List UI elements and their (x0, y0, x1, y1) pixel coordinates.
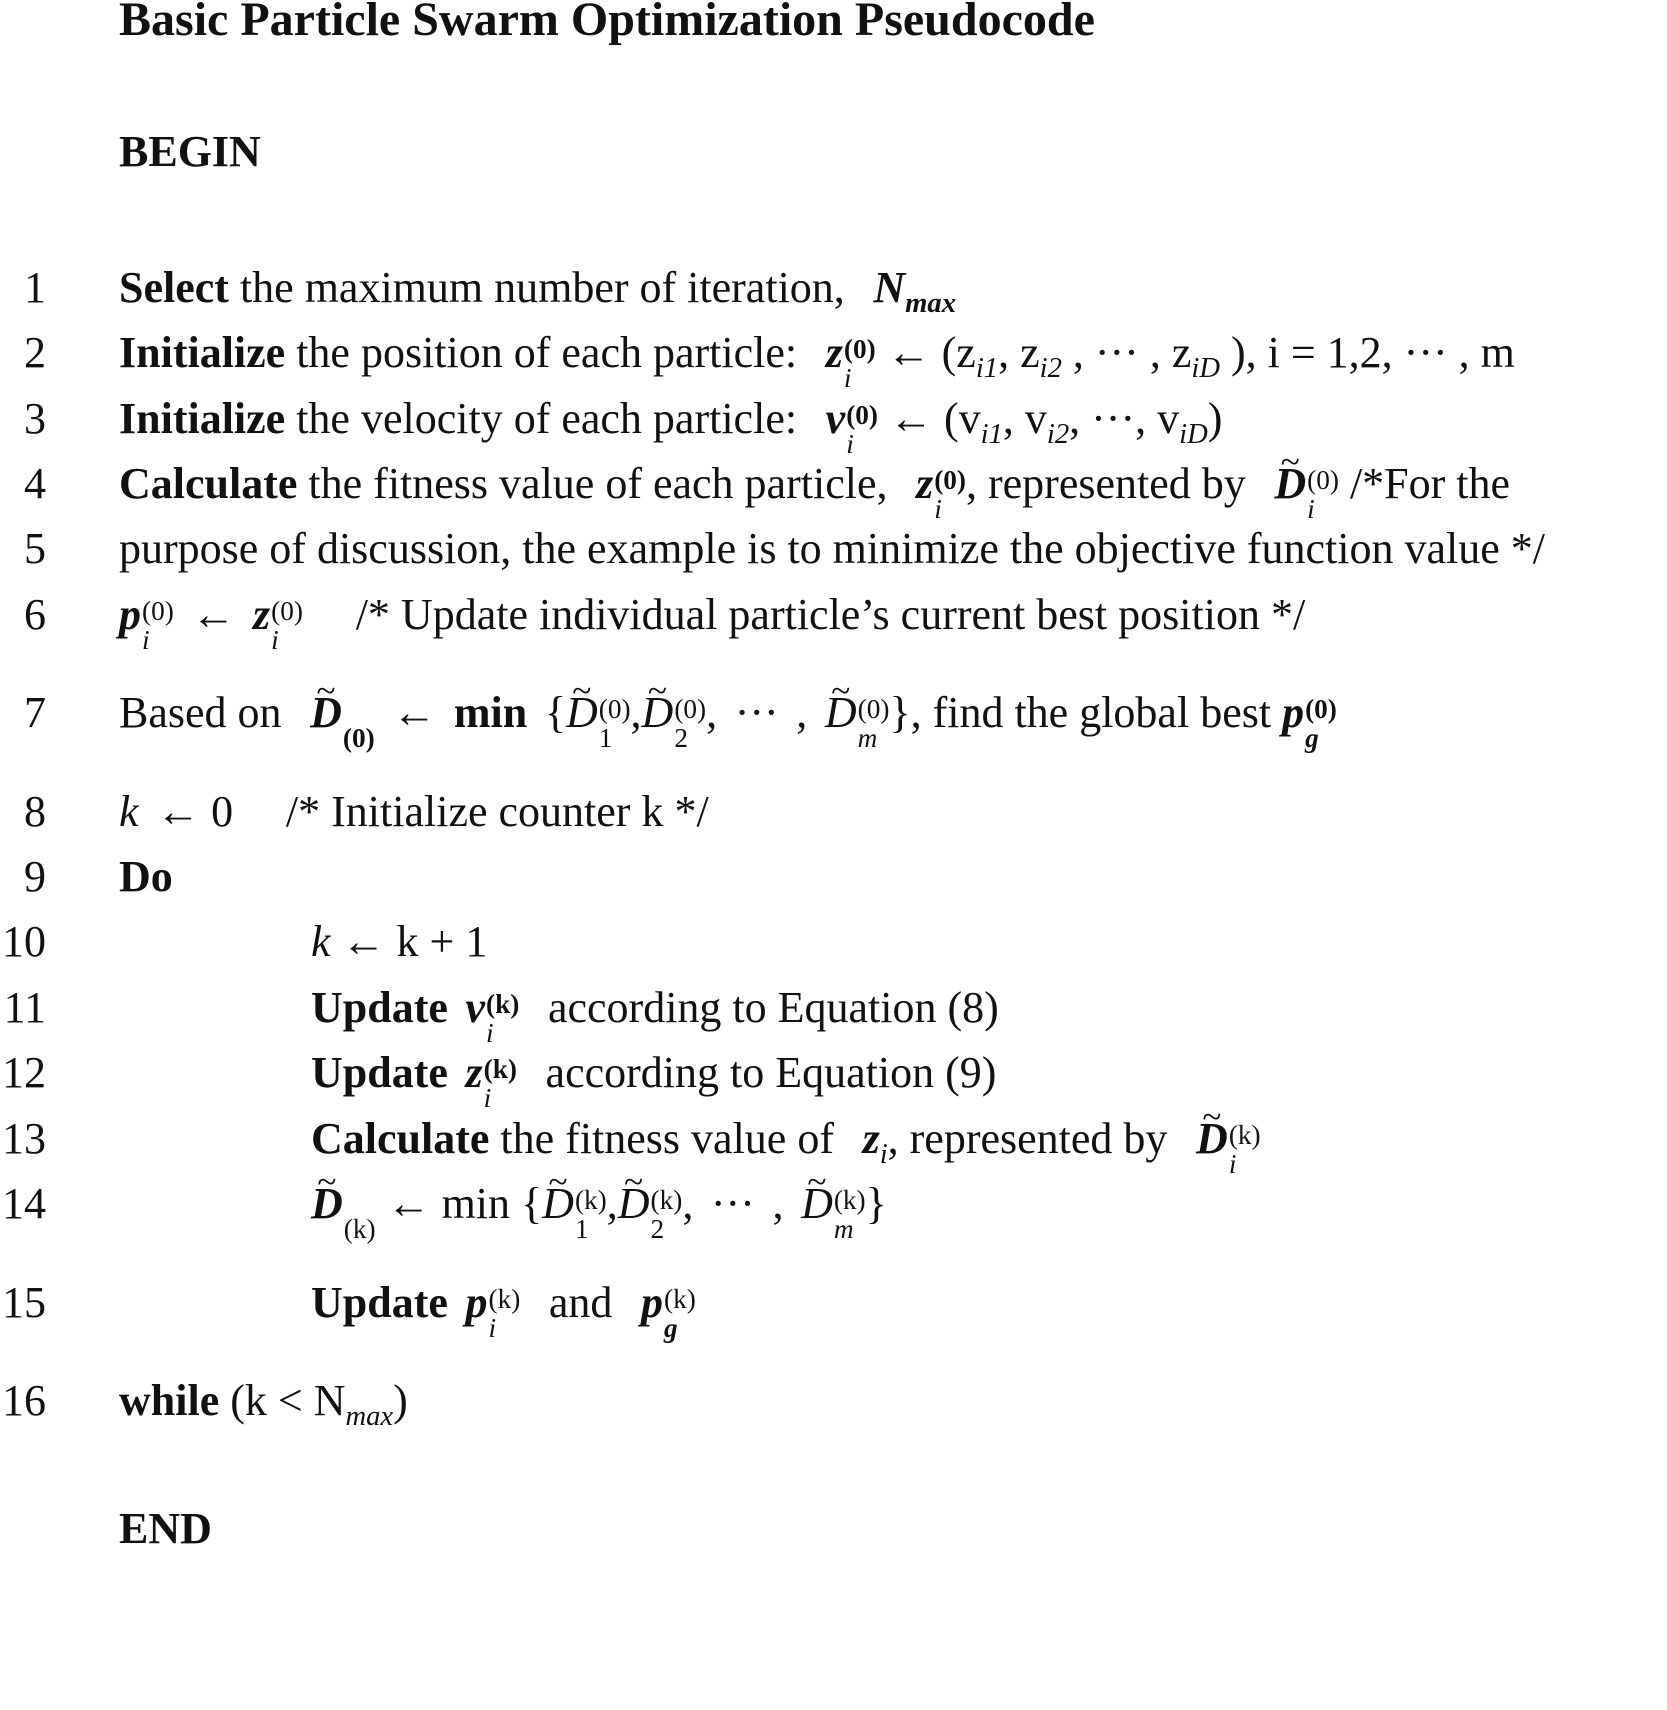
line-content (119, 262, 956, 320)
superscript: (k) (650, 1185, 683, 1216)
keyword: while (119, 1376, 220, 1425)
subscript: i1 (980, 419, 1003, 450)
superscript: (0) (843, 334, 876, 365)
superscript: (0) (846, 400, 878, 431)
code-line-12 (0, 1047, 1667, 1111)
superscript: (k) (486, 989, 520, 1020)
superscript: (0) (1307, 465, 1339, 496)
code-line-16 (0, 1375, 1667, 1439)
line-text: , represented by (966, 459, 1257, 508)
comma: , (706, 688, 718, 737)
code-line-2 (0, 327, 1667, 391)
line-text: according to Equation (8) (536, 983, 999, 1032)
symbol-z: z (252, 590, 271, 639)
brace: } (865, 1179, 887, 1228)
code-line-5 (0, 523, 1667, 587)
line-number: 7 (24, 688, 46, 737)
comment: /* Update individual particle’s current best position */ (355, 590, 1306, 639)
line-content (311, 1178, 887, 1243)
symbol-z: z (862, 1114, 880, 1163)
line-text: the velocity of each particle: (285, 394, 809, 443)
superscript: (0) (674, 694, 707, 725)
tuple-text: ) (1207, 394, 1223, 443)
line-text: , represented by (887, 1114, 1179, 1163)
symbol-z: z (465, 1048, 483, 1097)
subscript: iD (1191, 353, 1220, 384)
symbol-d-tilde: ~ D (310, 687, 342, 738)
line-number: 14 (2, 1179, 46, 1228)
line-number: 13 (2, 1114, 46, 1163)
comma: , (630, 688, 642, 737)
line-text: ← 0 (156, 787, 234, 836)
keyword: min (453, 688, 528, 737)
subscript: i (483, 1082, 492, 1113)
line-content (119, 393, 1222, 458)
subscript: i (879, 1139, 888, 1170)
symbol-d-tilde: ~ D (311, 1178, 343, 1229)
subscript: 2 (674, 722, 688, 753)
superscript: (k) (574, 1185, 607, 1216)
line-content (119, 851, 173, 902)
line-number: 9 (24, 852, 46, 901)
ellipsis: ··· (710, 1179, 755, 1228)
line-text: ← min { (375, 1179, 543, 1228)
superscript: (k) (343, 1213, 376, 1244)
superscript: (0) (142, 596, 174, 627)
symbol-k: k (119, 787, 139, 836)
subscript: i2 (1046, 419, 1070, 450)
line-content: while $(k < N_{max})$ (119, 1376, 408, 1432)
symbol-p: p (465, 1278, 488, 1327)
code-line-8 (0, 786, 1667, 850)
line-text: Based on (119, 688, 293, 737)
code-line-6 (0, 589, 1667, 653)
line-content (311, 1047, 996, 1112)
line-text: (k < N (219, 1376, 346, 1425)
superscript: (0) (271, 596, 303, 627)
brace: { (544, 688, 566, 737)
superscript: (k) (1228, 1120, 1261, 1151)
comma: , (796, 688, 808, 737)
assign-arrow: ← (191, 590, 236, 639)
keyword: Do (119, 852, 173, 901)
keyword: Update (311, 1278, 448, 1327)
keyword: Select (119, 263, 229, 312)
code-line-9 (0, 851, 1667, 915)
line-content (311, 1277, 696, 1342)
superscript: (0) (1305, 694, 1337, 725)
subscript-max: max (345, 1401, 394, 1432)
subscript: i1 (975, 353, 999, 384)
code-line-13 (0, 1113, 1667, 1177)
superscript: (0) (342, 722, 375, 753)
keyword: Update (311, 1048, 448, 1097)
symbol-v: v (465, 983, 486, 1032)
line-number: 12 (2, 1048, 46, 1097)
symbol-z: z (916, 459, 934, 508)
code-line-7 (0, 687, 1667, 751)
line-text: and (537, 1278, 624, 1327)
line-content (311, 1113, 1261, 1178)
line-text: ← k + 1 (330, 917, 488, 966)
symbol-n: N (873, 263, 906, 312)
line-content (119, 786, 709, 837)
line-text: the position of each particle: (285, 328, 809, 377)
code-line-15 (0, 1277, 1667, 1341)
subscript: m (833, 1213, 854, 1244)
comment: /* Initialize counter k */ (285, 787, 709, 836)
subscript: i (486, 1017, 494, 1048)
line-number: 1 (24, 263, 46, 312)
line-content (119, 327, 1515, 392)
superscript: (k) (664, 1284, 696, 1315)
line-text: the fitness value of each particle, (297, 459, 899, 508)
line-number: 2 (24, 328, 46, 377)
keyword: Initialize (119, 328, 286, 377)
subscript: i (488, 1312, 497, 1343)
keyword: Calculate (311, 1114, 490, 1163)
code-line-14 (0, 1178, 1667, 1242)
line-text: the maximum number of iteration, (228, 263, 856, 312)
subscript: i (1228, 1148, 1237, 1179)
subscript: 1 (574, 1213, 589, 1244)
symbol-d-tilde: ~ D (1274, 458, 1306, 509)
symbol-p: p (1282, 688, 1305, 737)
code-line-11 (0, 982, 1667, 1046)
tuple-text: ← (z (875, 328, 976, 377)
subscript: i (843, 362, 852, 393)
superscript: (0) (934, 465, 966, 496)
line-content (119, 687, 1337, 752)
line-content (119, 589, 1305, 654)
line-content (311, 982, 999, 1047)
superscript: (k) (833, 1185, 866, 1216)
tuple-text: , ··· , z (1061, 328, 1192, 377)
comma: , (772, 1179, 784, 1228)
keyword: Calculate (119, 459, 298, 508)
subscript: i (271, 624, 279, 655)
line-text: , find the global best (910, 688, 1283, 737)
superscript: (0) (598, 694, 631, 725)
comment: /*For the (1338, 459, 1511, 508)
symbol-d-tilde: ~ D (642, 687, 674, 738)
code-line-1 (0, 262, 1667, 326)
symbol-v: v (825, 394, 846, 443)
symbol-d-tilde: ~ D (825, 687, 857, 738)
superscript: (k) (488, 1284, 521, 1315)
line-content (119, 458, 1510, 523)
line-number: 10 (2, 917, 46, 966)
subscript-max: max (905, 288, 957, 319)
line-number: 11 (3, 983, 46, 1032)
tuple-text: , v (1002, 394, 1047, 443)
tuple-text: ← (v (878, 394, 981, 443)
code-line-3 (0, 393, 1667, 457)
brace: } (889, 688, 911, 737)
keyword: Initialize (119, 394, 286, 443)
subscript: i2 (1039, 353, 1062, 384)
subscript: i (934, 493, 942, 524)
line-number: 6 (24, 590, 46, 639)
symbol-d-tilde: ~ D (542, 1178, 574, 1229)
symbol-d-tilde: ~ D (1196, 1113, 1228, 1164)
ellipsis: ··· (734, 688, 779, 737)
symbol-p: p (641, 1278, 664, 1327)
symbol-k: k (311, 917, 331, 966)
begin-keyword: BEGIN (119, 127, 261, 176)
symbol-z: z (825, 328, 843, 377)
assign-arrow: ← (392, 688, 437, 737)
symbol-d-tilde: ~ D (566, 687, 598, 738)
subscript: i (142, 624, 150, 655)
comma: , (606, 1179, 618, 1228)
subscript: g (664, 1312, 678, 1343)
symbol-d-tilde: ~ D (801, 1178, 833, 1229)
page-title: Basic Particle Swarm Optimization Pseudocode (119, 0, 1095, 46)
symbol-p: p (119, 590, 141, 639)
subscript: iD (1179, 419, 1208, 450)
superscript: (k) (483, 1054, 517, 1085)
subscript: m (857, 722, 878, 753)
superscript: (0) (857, 694, 890, 725)
tuple-text: ), i = 1,2, ··· , m (1219, 328, 1515, 377)
subscript: i (846, 428, 854, 459)
keyword: Update (311, 983, 448, 1032)
line-number: 8 (24, 787, 46, 836)
line-text: the fitness value of (489, 1114, 845, 1163)
subscript: i (1307, 493, 1315, 524)
line-number: 3 (24, 394, 46, 443)
line-number: 4 (24, 459, 46, 508)
line-content (311, 916, 487, 967)
subscript: g (1305, 722, 1319, 753)
line-number: 15 (2, 1278, 46, 1327)
code-line-4 (0, 458, 1667, 522)
symbol-d-tilde: ~ D (618, 1178, 650, 1229)
tuple-text: , ···, v (1069, 394, 1180, 443)
comma: , (682, 1179, 694, 1228)
tuple-text: , z (998, 328, 1040, 377)
line-content: purpose of discussion, the example is to minimize the objective function value */ (119, 524, 1546, 573)
line-number: 16 (2, 1376, 46, 1425)
subscript: 1 (598, 722, 613, 753)
line-text: according to Equation (9) (534, 1048, 997, 1097)
subscript: 2 (650, 1213, 665, 1244)
line-number: 5 (24, 524, 46, 573)
code-line-10 (0, 916, 1667, 980)
end-keyword: END (119, 1504, 212, 1553)
